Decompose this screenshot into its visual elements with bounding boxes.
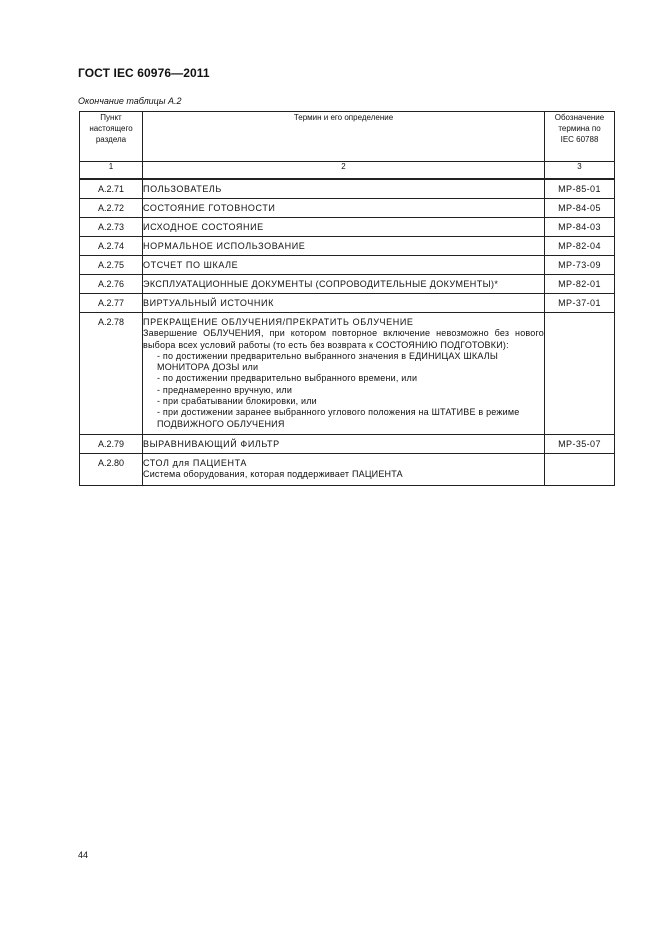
definition-item: - по достижении предварительно выбранного времени, или [157,373,418,384]
table-row [80,294,615,313]
term-definition: Завершение ОБЛУЧЕНИЯ, при котором повторное включение невозможно без нового выбора всех условий работы (то есть без возврата к СОСТОЯНИЮ ПОДГОТОВКИ): [143,328,544,350]
clause-number: А.2.79 [80,434,143,453]
clause-number: А.2.75 [80,256,143,275]
definition-item: - при достижении заранее выбранного углового положения на ШТАТИВЕ в режиме ПОДВИЖНОГО ОБЛУЧЕНИЯ [157,407,520,429]
table-row [80,179,615,199]
clause-number: А.2.78 [80,313,143,435]
column-number-row [80,162,615,180]
header-code: Обозначение термина по IEC 60788 [545,112,615,162]
column-number: 1 [80,162,143,180]
term-code: МР-84-05 [545,199,615,218]
clause-number: А.2.71 [80,179,143,199]
term-text: ВИРТУАЛЬНЫЙ ИСТОЧНИК [143,294,545,313]
table-row [80,434,615,453]
term-code: МР-85-01 [545,179,615,199]
term-definition: Система оборудования, которая поддерживает ПАЦИЕНТА [143,469,403,480]
term-text: ПОЛЬЗОВАТЕЛЬ [143,179,545,199]
term-code [545,453,615,485]
term-text: СОСТОЯНИЕ ГОТОВНОСТИ [143,199,545,218]
term-text: ВЫРАВНИВАЮЩИЙ ФИЛЬТР [143,434,545,453]
clause-number: А.2.72 [80,199,143,218]
term-text: НОРМАЛЬНОЕ ИСПОЛЬЗОВАНИЕ [143,237,545,256]
term-code: МР-82-04 [545,237,615,256]
table-row [80,218,615,237]
clause-number: А.2.80 [80,453,143,485]
header-clause: Пункт настоящего раздела [80,112,143,162]
table-row [80,256,615,275]
table-row [80,237,615,256]
page-number: 44 [78,850,89,860]
table-header-row [80,112,615,162]
table-row [80,313,615,435]
term-text: ОТСЧЕТ ПО ШКАЛЕ [143,256,545,275]
clause-number: А.2.74 [80,237,143,256]
clause-number: А.2.76 [80,275,143,294]
term-text: ИСХОДНОЕ СОСТОЯНИЕ [143,218,545,237]
term-code: МР-35-07 [545,434,615,453]
column-number: 3 [545,162,615,180]
term-code: МР-82-01 [545,275,615,294]
table-row [80,275,615,294]
definition-item: - преднамеренно вручную, или [157,384,293,395]
table-row [80,453,615,485]
document-title: ГОСТ IEC 60976—2011 [78,66,210,80]
clause-number: А.2.73 [80,218,143,237]
terms-table [79,111,615,486]
definition-item: - по достижении предварительно выбранного значения в ЕДИНИЦАХ ШКАЛЫ МОНИТОРА ДОЗЫ или [157,350,499,373]
term-text: СТОЛ для ПАЦИЕНТА [143,457,247,468]
table-caption: Окончание таблицы А.2 [78,96,182,106]
definition-item: - при срабатывании блокировки, или [157,396,317,407]
term-code: МР-73-09 [545,256,615,275]
column-number: 2 [143,162,545,180]
term-code: МР-37-01 [545,294,615,313]
header-term: Термин и его определение [143,112,545,162]
term-code: МР-84-03 [545,218,615,237]
term-definition-cell [143,453,545,485]
term-text: ЭКСПЛУАТАЦИОННЫЕ ДОКУМЕНТЫ (СОПРОВОДИТЕЛЬНЫЕ ДОКУМЕНТЫ)* [143,275,545,294]
term-code [545,313,615,435]
table-row [80,199,615,218]
term-definition-cell [143,313,545,435]
clause-number: А.2.77 [80,294,143,313]
term-text: ПРЕКРАЩЕНИЕ ОБЛУЧЕНИЯ/ПРЕКРАТИТЬ ОБЛУЧЕНИЕ [143,317,414,327]
